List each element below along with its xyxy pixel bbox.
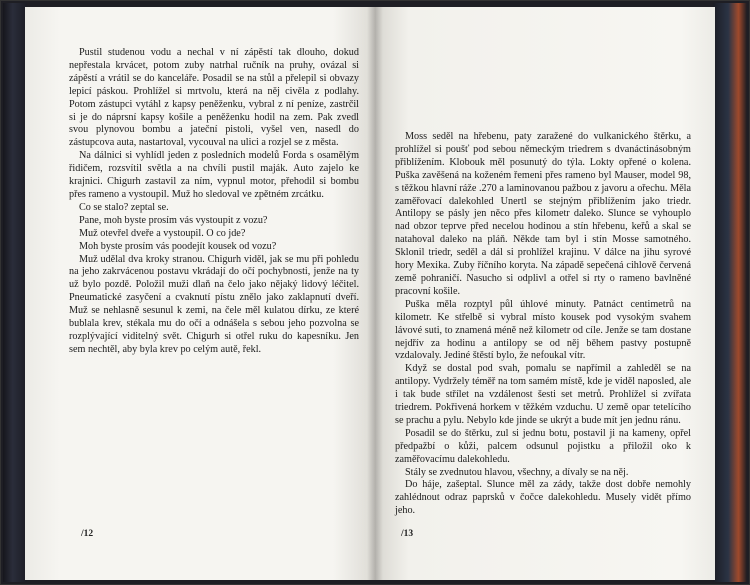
left-page — [25, 7, 375, 580]
paragraph: Pustil studenou vodu a nechal v ní zápěstí tak dlouho, dokud nepřestala krvácet, potom zuby natrhal ručník na pruhy, ovázal si zápěstí a vrátil se do kanceláře. Posadil se na stůl a přelepil si obvazy lepicí páskou. Prohlížel si mrtvolu, která na něj civěla z podlahy. Potom zástupci vytáhl z kapsy peněženku, vybral z ní peníze, zastrčil si je do náprsní kapsy košile a peněženku hodil na zem. Pak zvedl svou plynovou bombu a jateční pistoli, vyšel ven, nasedl do zástupcova auta, nastartoval, vycouval na ulici a rozjel se z města. — [69, 47, 359, 149]
paragraph: Muž udělal dva kroky stranou. Chigurh viděl, jak se mu při pohledu na jeho zakrvácenou postavu vkrádají do očí pochybnosti, jenže na ty už bylo pozdě. Položil muži dlaň na čelo jako nějaký lidový léčitel. Pneumatické zasyčení a cvaknutí pístu znělo jako zaklapnutí dveří. Muž se nehlasně sesunul k zemi, na čele měl kulatou dírku, ze které bublala krev, stékala mu do očí a odnášela s sebou jeho pozvolna se rozplývající viditelný svět. Chigurh si otřel ruku do kapesníku. Jen sem nechtěl, aby byla krev po celým autě, řekl. — [69, 253, 359, 355]
paragraph: Co se stalo? zeptal se. — [79, 201, 169, 213]
right-page-text — [395, 131, 691, 518]
paragraph: Puška měla rozptyl půl úhlové minuty. Patnáct centimetrů na kilometr. Ke střelbě si vybral místo kousek pod vysokým svahem lávové suti, to znamená méně než kilometr od cíle. Jenže se tam dostane nejdřív za hodinu a antilopy se od něj během pastvy postupně vzdalovaly. Jediné štěstí bylo, že nefoukal vítr. — [395, 298, 691, 362]
paragraph: Na dálnici si vyhlídl jeden z posledních modelů Forda s osamělým řidičem, rozsvítil světla a na chvíli pustil maják. Auto zajelo ke krajnici. Chigurh zastavil za ním, vypnul motor, přehodil si bombu přes rameno a vystoupil. Muž ho sledoval ve zpětném zrcátku. — [69, 150, 359, 200]
paragraph: Moh byste prosím vás poodejít kousek od vozu? — [79, 240, 277, 252]
paragraph: Muž otevřel dveře a vystoupil. O co jde? — [79, 227, 246, 239]
left-cover-edge — [3, 3, 27, 582]
paragraph: Pane, moh byste prosím vás vystoupit z vozu? — [79, 214, 268, 226]
paragraph: Když se dostal pod svah, pomalu se napřímil a zahleděl se na antilopy. Vydržely téměř na tom samém místě, kde je viděl naposled, ale i tak bude střílet na vzdálenost šesti set metrů. Prohlížel si zvířata triedrem. Pokřivená horkem v těžkém vzduchu. U země opar tetelícího se prachu a pylu. Nebylo kde jinde se ukrýt a bude mít jen jednu ránu. — [395, 363, 691, 426]
book-gutter — [367, 7, 383, 580]
paragraph: Posadil se do štěrku, zul si jednu botu, postavil ji na kameny, opřel předpažbí o kůži, palcem odsunul pojistku a přiložil oko k zaměřovacímu dalekohledu. — [395, 427, 691, 465]
paragraph: Stály se zvednutou hlavou, všechny, a dívaly se na něj. — [405, 466, 629, 478]
paragraph: Moss seděl na hřebenu, paty zaražené do vulkanického štěrku, a prohlížel si poušť pod sebou německým triedrem s dvanáctinásobným přiblížením. Klobouk měl posunutý do týla. Lokty opřené o kolena. Puška zavěšená na koženém řemeni přes rameno byl Mauser, model 98, s těžkou hlavní ráže .270 a laminovanou pažbou z javoru a ořechu. Měla zaměřovací dalekohled Unertl se stejným přiblížením jako triedr. Antilopy se pásly jen něco přes kilometr daleko. Slunce se vyhouplo nad obzor teprve před necelou hodinou a stín hřebenu, keřů a skal se natahoval daleko na pláň. Někde tam byl i stín Mosse samotného. Sklonil triedr, seděl a dál si prohlížel krajinu. V dálce na jihu syrové hory Mexika. Zuby říčního koryta. Na západě sepečená cihlově červená země pohraničí. Nasucho si odplivl a otřel si rty o rameno bavlněné pracovní košile. — [395, 131, 691, 297]
page-number: /13 — [401, 529, 414, 539]
page-number: /12 — [81, 529, 94, 539]
left-page-text — [69, 47, 359, 357]
right-cover-edge — [713, 3, 747, 582]
paragraph: Do háje, zašeptal. Slunce měl za zády, takže dost dobře nemohly zahlédnout odraz paprsků v čočce dalekohledu. Musely vidět přímo jeho. — [395, 479, 691, 517]
right-page — [375, 7, 715, 580]
